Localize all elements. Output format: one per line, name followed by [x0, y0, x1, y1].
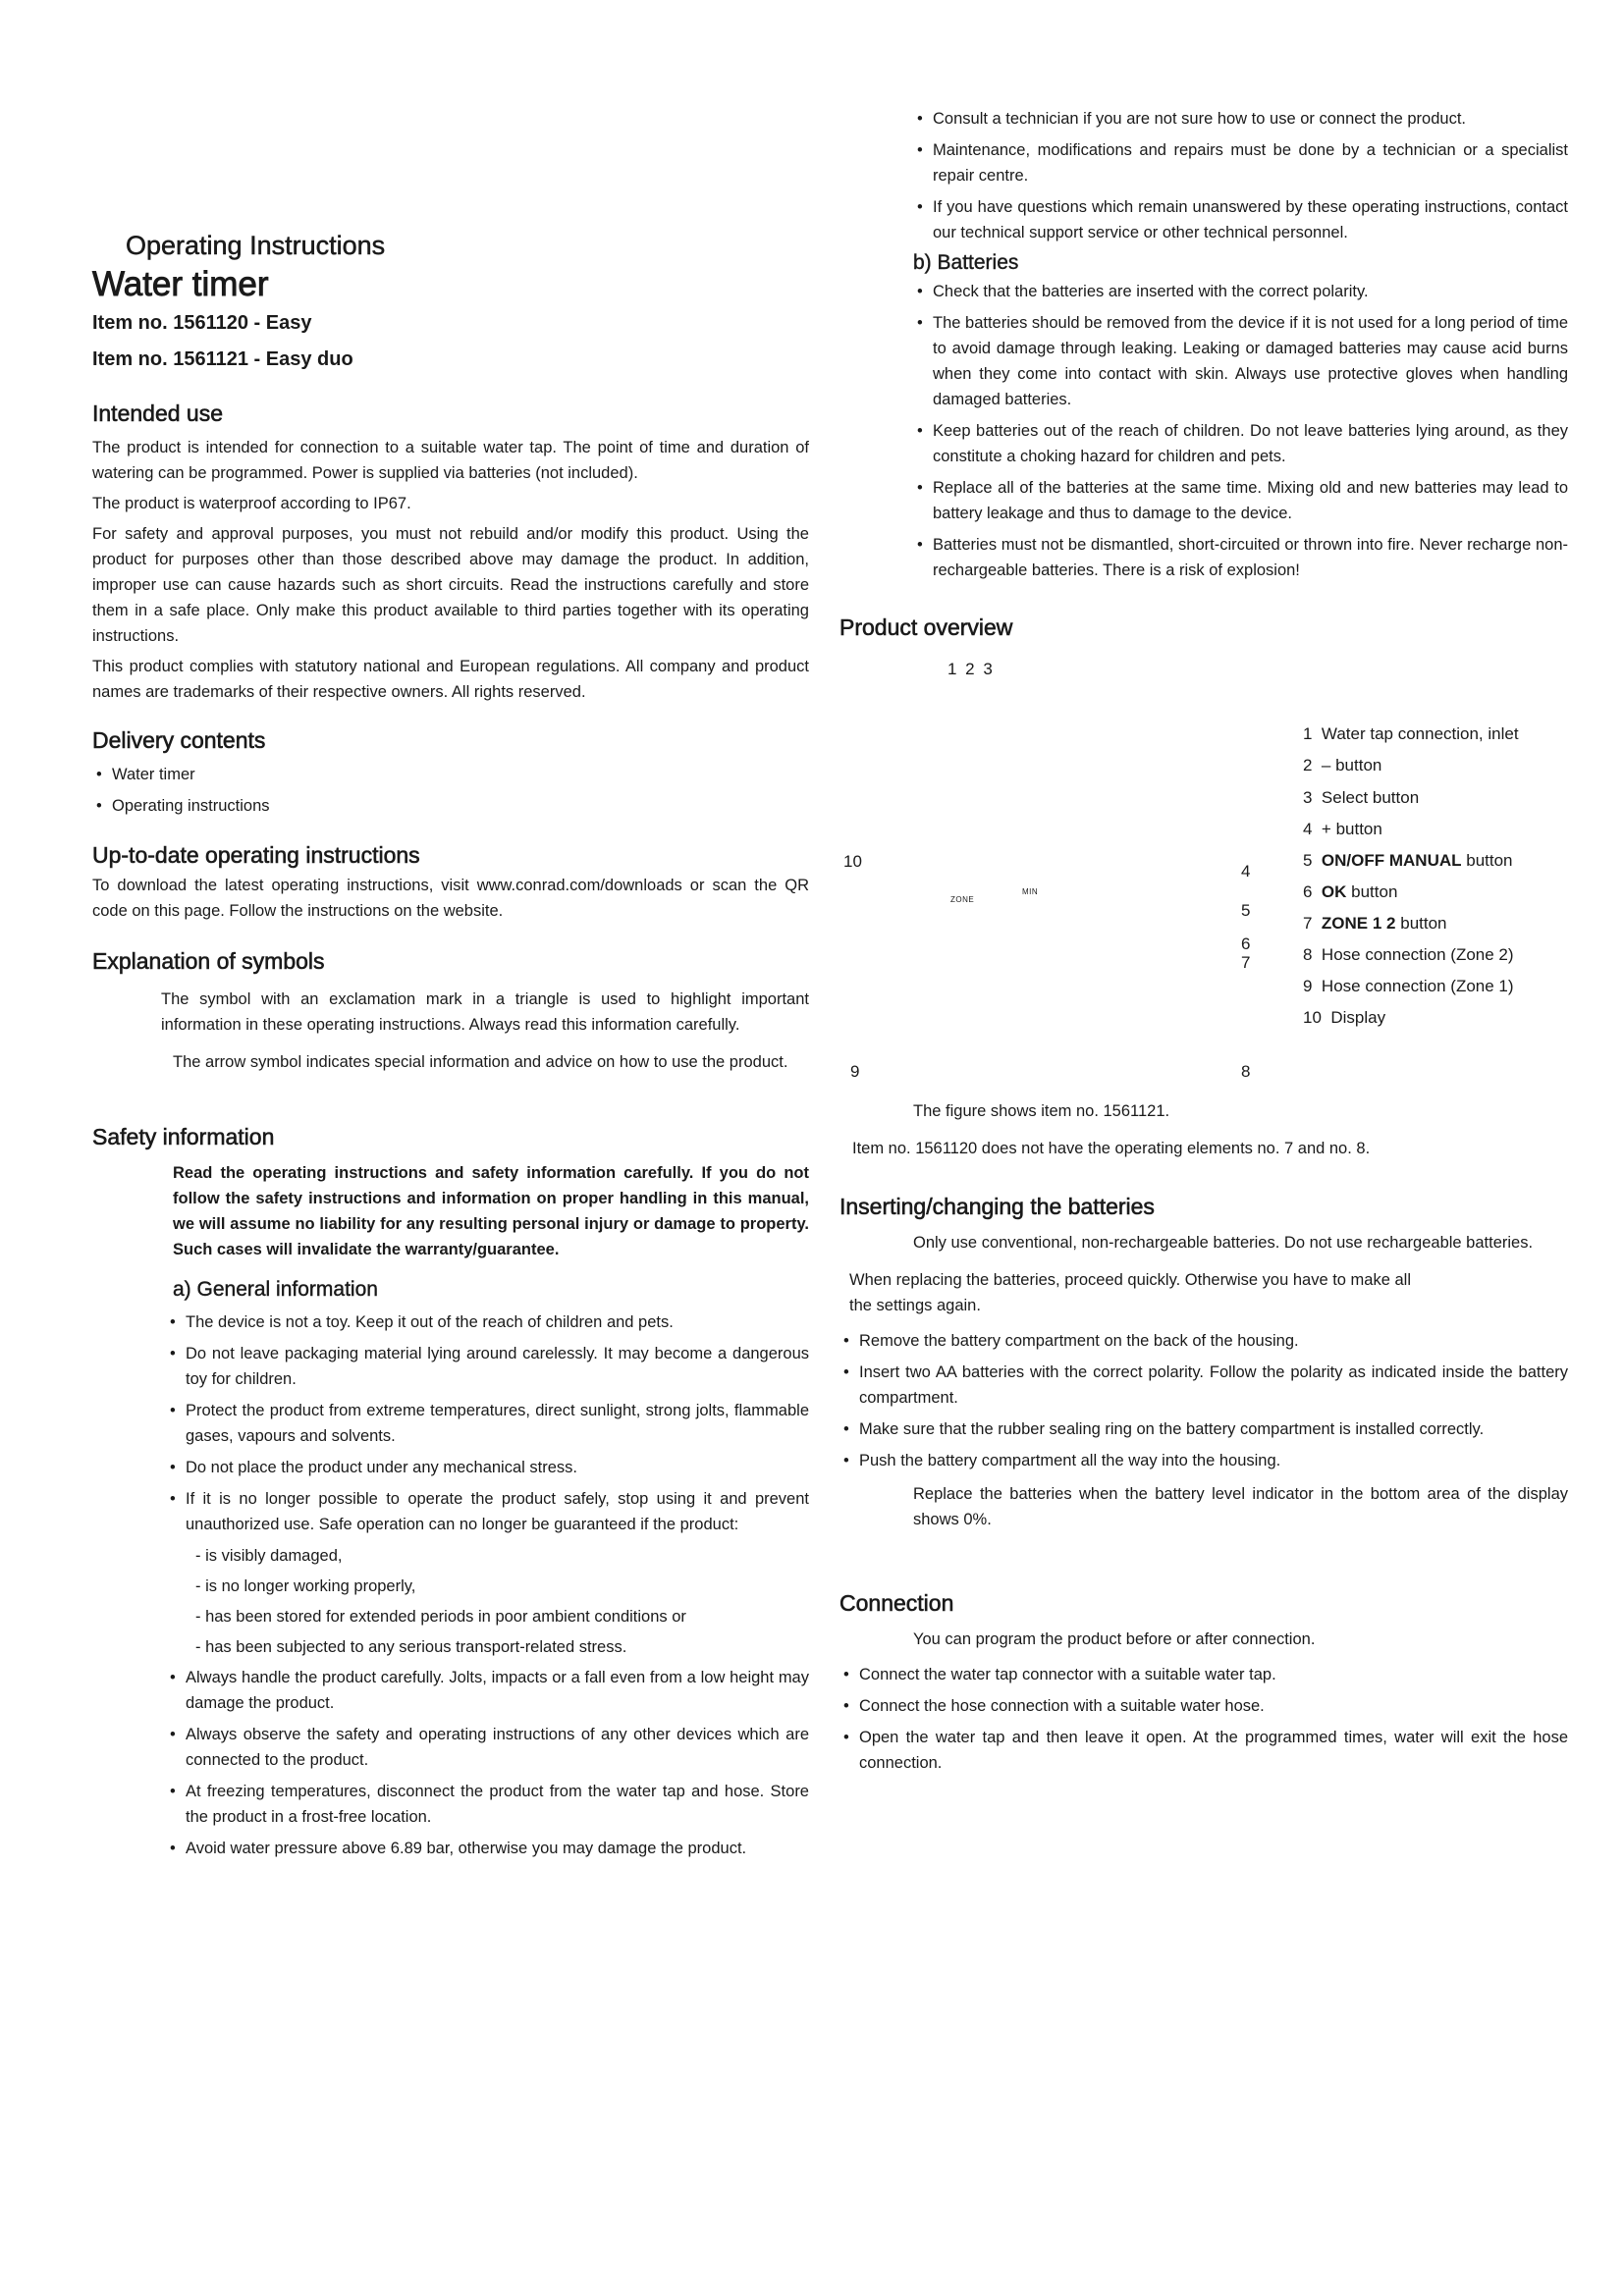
uptodate-heading: Up-to-date operating instructions: [92, 842, 420, 868]
overview-heading: Product overview: [839, 614, 1013, 640]
connection-note: You can program the product before or after connection.: [913, 1630, 1316, 1648]
legend-item: 5 ON/OFF MANUAL button: [1303, 851, 1513, 870]
callout-4: 4: [1241, 862, 1251, 881]
legend-item: 8 Hose connection (Zone 2): [1303, 945, 1514, 964]
item-number-easy: Item no. 1561120 - Easy: [92, 312, 312, 334]
list-item: • Do not place the product under any mechanical stress.: [166, 1455, 809, 1480]
condition-item: - has been subjected to any serious transport-related stress.: [195, 1638, 627, 1656]
list-item: • Connect the water tap connector with a suitable water tap.: [839, 1662, 1568, 1687]
list-item: • Water timer: [92, 762, 809, 787]
legend-item: 1 Water tap connection, inlet: [1303, 724, 1519, 743]
list-item: • Maintenance, modifications and repairs must be done by a technician or a specialist repair centre.: [913, 137, 1568, 188]
figure-caption: The figure shows item no. 1561121.: [913, 1102, 1170, 1120]
batteries-section: [839, 1194, 1568, 1532]
connection-section: [839, 1590, 1568, 1782]
condition-item: - is no longer working properly,: [195, 1577, 416, 1595]
callout-9: 9: [850, 1062, 860, 1081]
delivery-heading: Delivery contents: [92, 727, 266, 753]
legend-item: 4 + button: [1303, 820, 1382, 838]
connection-heading: Connection: [839, 1590, 954, 1616]
doc-type: Operating Instructions: [126, 231, 386, 260]
general-info-heading: a) General information: [173, 1278, 378, 1301]
intended-use-p4: This product complies with statutory national and European regulations. All company and product names are trademarks of their respective owners. All rights reserved.: [92, 658, 809, 701]
list-item: • At freezing temperatures, disconnect the product from the water tap and hose. Store the product in a frost-free location.: [166, 1779, 809, 1830]
list-item: • Batteries must not be dismantled, short-circuited or thrown into fire. Never recharge non-rechargeable batteries. There is a risk of explosion!: [913, 532, 1568, 583]
list-item: • Always observe the safety and operating instructions of any other devices which are connected to the product.: [166, 1722, 809, 1773]
legend-item: 9 Hose connection (Zone 1): [1303, 977, 1514, 995]
warning-symbol-text: The symbol with an exclamation mark in a triangle is used to highlight important information in these operating instructions. Always read this information carefully.: [161, 990, 809, 1034]
intended-use-p3: For safety and approval purposes, you must not rebuild and/or modify this product. Using the product for purposes other than those described above may damage the product. In addition, improper use can cause hazards such as short circuits. Read the instructions carefully and store them in a safe place. Only make this product available to third parties together with its operating instructions.: [92, 525, 809, 645]
list-item: • If you have questions which remain unanswered by these operating instructions, contact our technical support service or other technical personnel.: [913, 194, 1568, 245]
list-item: • Keep batteries out of the reach of children. Do not leave batteries lying around, as they constitute a choking hazard for children and pets.: [913, 418, 1568, 469]
list-item: • Consult a technician if you are not sure how to use or connect the product.: [913, 106, 1568, 132]
symbols-section: [92, 948, 809, 1075]
condition-item: - is visibly damaged,: [195, 1547, 343, 1565]
callout-10: 10: [843, 852, 862, 871]
item-number-easy-duo: Item no. 1561121 - Easy duo: [92, 348, 353, 370]
list-item: • The device is not a toy. Keep it out of the reach of children and pets.: [166, 1309, 809, 1335]
batteries-heading: b) Batteries: [913, 251, 1019, 274]
list-item: • Replace all of the batteries at the same time. Mixing old and new batteries may lead to battery leakage and thus to damage to the device.: [913, 475, 1568, 526]
intended-use-heading: Intended use: [92, 400, 224, 426]
legend-item: 3 Select button: [1303, 788, 1420, 807]
batteries-section-heading: Inserting/changing the batteries: [839, 1194, 1155, 1219]
batteries-note-2: When replacing the batteries, proceed quickly. Otherwise you have to make all the settings again.: [849, 1271, 1411, 1314]
callout-6: 6: [1241, 934, 1251, 953]
display-min-label: MIN: [1022, 887, 1039, 896]
delivery-section: [92, 727, 809, 825]
condition-item: - has been stored for extended periods in poor ambient conditions or: [195, 1608, 686, 1626]
general-info-continued: [913, 106, 1568, 589]
safety-section: [92, 1124, 809, 1867]
uptodate-text: To download the latest operating instructions, visit www.conrad.com/downloads or scan the QR code on this page. Follow the instructions on the website.: [92, 877, 809, 920]
intended-use-section: [92, 400, 809, 705]
safety-intro: Read the operating instructions and safety information carefully. If you do not follow the safety instructions and information on proper handling in this manual, we will assume no liability for any resulting personal injury or damage to property. Such cases will invalidate the warranty/guarantee.: [173, 1164, 809, 1258]
list-item: • Open the water tap and then leave it open. At the programmed times, water will exit the hose connection.: [839, 1725, 1568, 1776]
page-title: Water timer: [92, 265, 269, 303]
list-item: • Connect the hose connection with a suitable water hose.: [839, 1693, 1568, 1719]
batteries-note-3: Replace the batteries when the battery level indicator in the bottom area of the display shows 0%.: [913, 1485, 1568, 1528]
safety-heading: Safety information: [92, 1124, 275, 1149]
list-item: • Do not leave packaging material lying around carelessly. It may become a dangerous toy for children.: [166, 1341, 809, 1392]
display-zone-label: ZONE: [950, 895, 975, 904]
callout-8: 8: [1241, 1062, 1251, 1081]
callout-7: 7: [1241, 953, 1251, 972]
list-item: • If it is no longer possible to operate the product safely, stop using it and prevent unauthorized use. Safe operation can no longer be guaranteed if the product:: [166, 1486, 809, 1537]
legend-item: 7 ZONE 1 2 button: [1303, 914, 1447, 933]
batteries-note-1: Only use conventional, non-rechargeable batteries. Do not use rechargeable batteries.: [913, 1234, 1534, 1252]
uptodate-section: [92, 842, 809, 924]
list-item: • Always handle the product carefully. Jolts, impacts or a fall even from a low height may damage the product.: [166, 1665, 809, 1716]
list-item: • Remove the battery compartment on the back of the housing.: [839, 1328, 1568, 1354]
list-item: • Make sure that the rubber sealing ring on the battery compartment is installed correctly.: [839, 1416, 1568, 1442]
callout-5: 5: [1241, 901, 1251, 920]
legend-item: 2 – button: [1303, 756, 1382, 774]
intended-use-p2: The product is waterproof according to IP67.: [92, 495, 411, 512]
legend-item: 10 Display: [1303, 1008, 1386, 1027]
legend-item: 6 OK button: [1303, 882, 1398, 901]
intended-use-p1: The product is intended for connection to a suitable water tap. The point of time and duration of watering can be programmed. Power is supplied via batteries (not included).: [92, 439, 809, 482]
symbols-heading: Explanation of symbols: [92, 948, 325, 974]
list-item: • Protect the product from extreme temperatures, direct sunlight, strong jolts, flammable gases, vapours and solvents.: [166, 1398, 809, 1449]
list-item: • The batteries should be removed from the device if it is not used for a long period of time to avoid damage through leaking. Leaking or damaged batteries may cause acid burns when they come into contact with skin. Always use protective gloves when handling damaged batteries.: [913, 310, 1568, 412]
list-item: • Push the battery compartment all the way into the housing.: [839, 1448, 1568, 1473]
callout-1-2-3: 1 2 3: [947, 660, 995, 678]
list-item: • Avoid water pressure above 6.89 bar, otherwise you may damage the product.: [166, 1836, 809, 1861]
arrow-symbol-text: The arrow symbol indicates special information and advice on how to use the product.: [173, 1053, 788, 1071]
figure-note: Item no. 1561120 does not have the operating elements no. 7 and no. 8.: [852, 1140, 1371, 1157]
list-item: • Operating instructions: [92, 793, 809, 819]
list-item: • Check that the batteries are inserted with the correct polarity.: [913, 279, 1568, 304]
list-item: • Insert two AA batteries with the correct polarity. Follow the polarity as indicated inside the battery compartment.: [839, 1360, 1568, 1411]
